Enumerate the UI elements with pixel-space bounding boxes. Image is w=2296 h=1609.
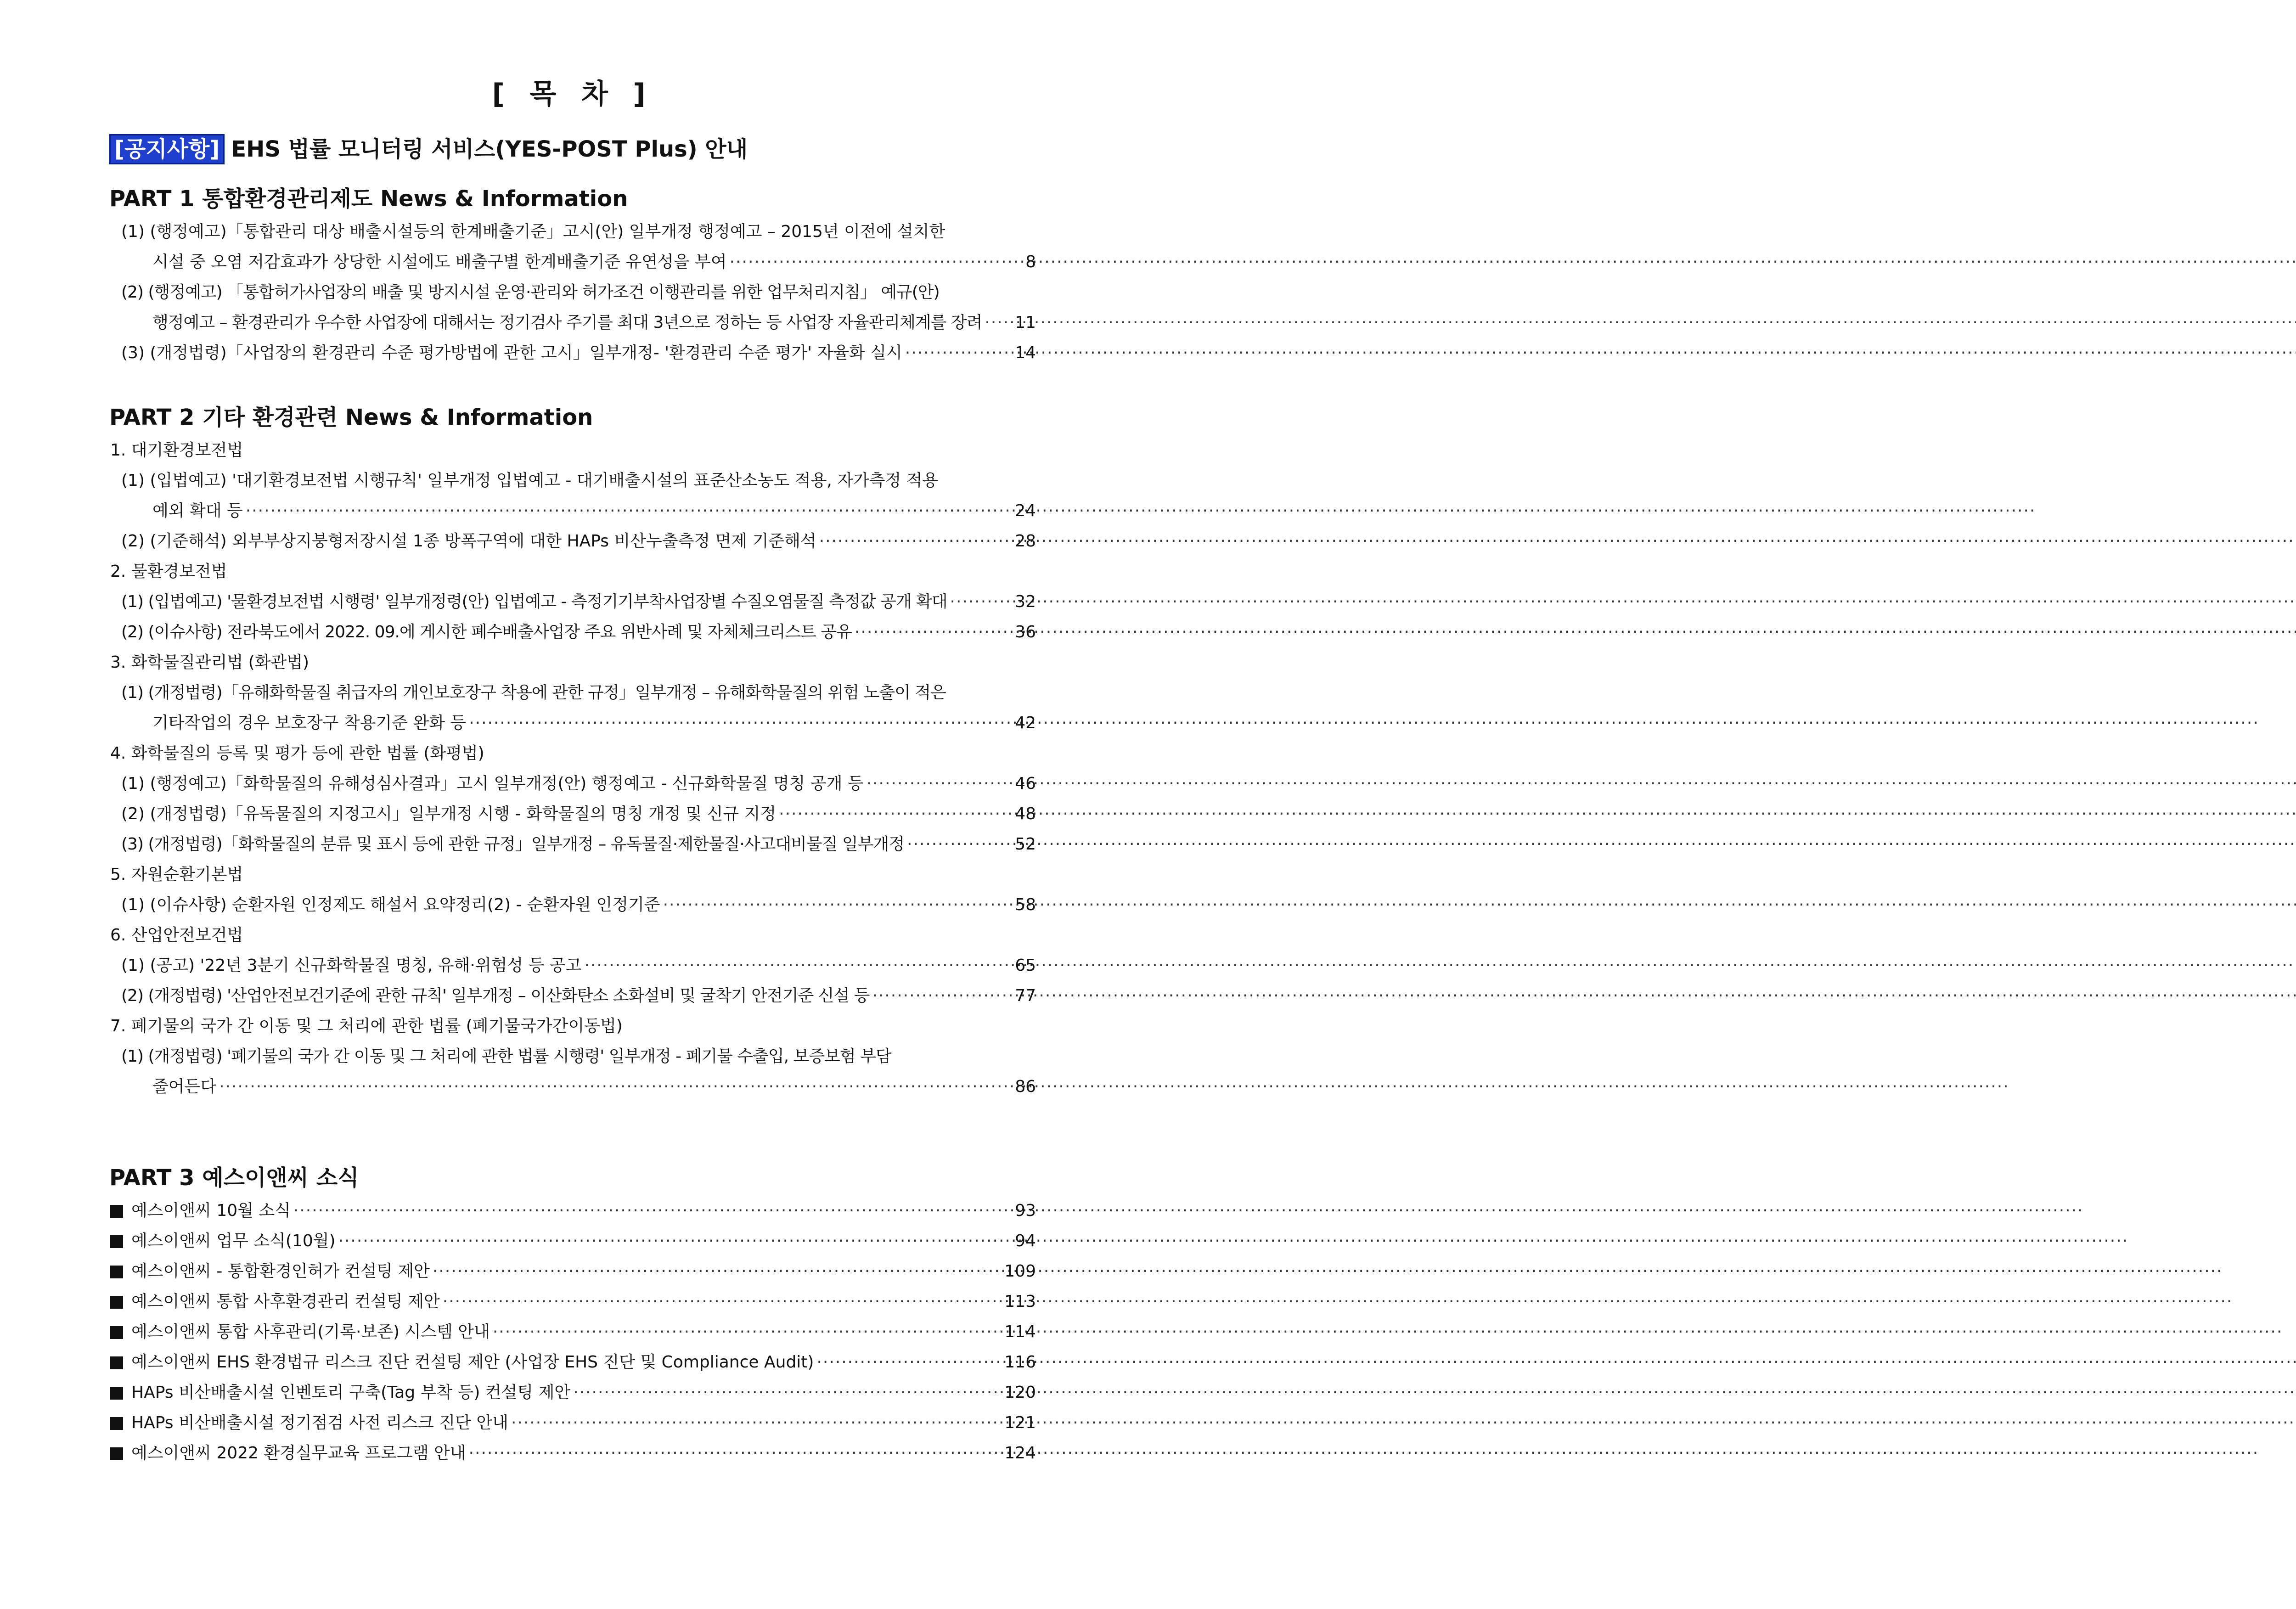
page-number: 94 — [1015, 1232, 1036, 1250]
toc-page — [109, 78, 1036, 1468]
entry-line — [109, 526, 1036, 557]
entry-text: (2) (개정법령)「유독물질의 지정고시」일부개정 시행 - 화학물질의 명칭 개정 및 신규 지정 — [121, 804, 777, 823]
section-title: 1. 대기환경보전법 — [110, 441, 243, 460]
toc-entry[interactable] — [109, 617, 1036, 647]
page-number: 120 — [1004, 1383, 1036, 1402]
toc-entry[interactable] — [109, 1317, 1036, 1347]
leader-dots — [872, 981, 1012, 1011]
page-number: 58 — [1015, 895, 1036, 914]
part2-heading: PART 2 기타 환경관련 News & Information — [109, 405, 593, 430]
page-number: 113 — [1004, 1292, 1036, 1311]
leader-dots — [511, 1408, 1002, 1438]
page-number: 121 — [1004, 1413, 1036, 1432]
entry-line — [109, 951, 1036, 981]
notice-line[interactable] — [109, 133, 1036, 165]
page-number: 124 — [1004, 1444, 1036, 1463]
toc-entry[interactable] — [109, 466, 1036, 526]
square-bullet-icon — [110, 1296, 123, 1309]
entry-line — [109, 277, 1036, 308]
entry-line — [109, 678, 1036, 708]
toc-entry[interactable] — [109, 217, 1036, 277]
entry-text: (2) (행정예고) 「통합허가사업장의 배출 및 방지시설 운영·관리와 허가조건 이행관리를 위한 업무처리지침」 예규(안) — [121, 283, 940, 302]
square-bullet-icon — [110, 1205, 123, 1218]
entry-line — [109, 466, 1036, 496]
entry-text: 시설 중 오염 저감효과가 상당한 시설에도 배출구별 한계배출기준 유연성을 부여 — [152, 253, 727, 271]
leader-dots — [663, 890, 1013, 920]
toc-entry[interactable] — [109, 890, 1036, 920]
toc-entry[interactable] — [109, 1347, 1036, 1378]
entry-text: (3) (개정법령)「사업장의 환경관리 수준 평가방법에 관한 고시」일부개정- '환경관리 수준 평가' 자율화 실시 — [121, 343, 902, 362]
entry-text: (2) (기준해석) 외부부상지붕형저장시설 1종 방폭구역에 대한 HAPs 비산누출측정 면제 기준해석 — [121, 532, 816, 551]
entry-text: 예스이앤씨 통합 사후환경관리 컨설팅 제안 — [131, 1292, 440, 1311]
page-number: 32 — [1015, 592, 1036, 611]
entry-line — [109, 829, 1036, 860]
page-number: 24 — [1015, 501, 1036, 520]
section-title: 4. 화학물질의 등록 및 평가 등에 관한 법률 (화평법) — [110, 744, 484, 763]
entry-line — [109, 981, 1036, 1011]
square-bullet-icon — [110, 1356, 123, 1369]
toc-entry[interactable] — [109, 1256, 1036, 1287]
toc-entry[interactable] — [109, 587, 1036, 617]
leader-dots — [905, 338, 1012, 368]
entry-text: HAPs 비산배출시설 정기점검 사전 리스크 진단 안내 — [131, 1413, 508, 1432]
leader-dots — [293, 1196, 1012, 1226]
page-number: 65 — [1015, 956, 1036, 975]
entry-text: (1) (입법예고) '물환경보전법 시행령' 일부개정령(안) 입법예고 - 측정기기부착사업장별 수질오염물질 측정값 공개 확대 — [121, 592, 947, 611]
toc-entry[interactable] — [109, 1408, 1036, 1438]
leader-dots — [907, 829, 1012, 860]
square-bullet-icon — [110, 1387, 123, 1400]
toc-entry[interactable] — [109, 1438, 1036, 1468]
leader-dots — [443, 1287, 1002, 1317]
entry-line — [109, 308, 1036, 338]
leader-dots — [730, 247, 1023, 277]
entry-text: 예스이앤씨 10월 소식 — [131, 1201, 291, 1220]
page-number: 116 — [1004, 1353, 1036, 1372]
section-title: 5. 자원순환기본법 — [110, 865, 243, 884]
leader-dots — [246, 496, 1012, 526]
square-bullet-icon — [110, 1326, 123, 1339]
toc-entry[interactable] — [109, 1196, 1036, 1226]
toc-entry[interactable] — [109, 1041, 1036, 1102]
entry-line — [109, 1041, 1036, 1072]
page-number: 36 — [1015, 623, 1036, 641]
entry-line — [109, 890, 1036, 920]
toc-entry[interactable] — [109, 1378, 1036, 1408]
entry-line — [109, 247, 1036, 277]
leader-dots — [573, 1378, 1002, 1408]
entry-text: (1) (입법예고) '대기환경보전법 시행규칙' 일부개정 입법예고 - 대기배출시설의 표준산소농도 적용, 자가측정 적용 — [121, 471, 939, 490]
leader-dots — [469, 1438, 1002, 1468]
entry-text: (1) (개정법령) '폐기물의 국가 간 이동 및 그 처리에 관한 법률 시행령' 일부개정 - 폐기물 수출입, 보증보험 부담 — [121, 1047, 891, 1066]
entry-line — [109, 338, 1036, 368]
leader-dots — [779, 799, 1012, 829]
page-number: 86 — [1015, 1077, 1036, 1096]
entry-line — [109, 617, 1036, 647]
section-title: 2. 물환경보전법 — [110, 562, 227, 581]
leader-dots — [433, 1256, 1002, 1287]
notice-tag: [공지사항] — [109, 134, 225, 164]
part3-heading: PART 3 예스이앤씨 소식 — [109, 1165, 359, 1191]
page-number: 114 — [1004, 1322, 1036, 1341]
leader-dots — [816, 1347, 1002, 1378]
leader-dots — [219, 1072, 1012, 1102]
entry-text: 예외 확대 등 — [152, 501, 243, 520]
leader-dots — [855, 617, 1012, 647]
page-number: 8 — [1025, 253, 1036, 271]
leader-dots — [985, 308, 1012, 338]
entry-line — [109, 496, 1036, 526]
page-number: 93 — [1015, 1201, 1036, 1220]
entry-text: (1) (공고) '22년 3분기 신규화학물질 명칭, 유해·위험성 등 공고 — [121, 956, 582, 975]
page-number: 46 — [1015, 774, 1036, 793]
entry-text: (2) (개정법령) '산업안전보건기준에 관한 규칙' 일부개정 – 이산화탄소 소화설비 및 굴착기 안전기준 신설 등 — [121, 986, 870, 1005]
toc-entry[interactable] — [109, 526, 1036, 557]
entry-text: (1) (행정예고)「통합관리 대상 배출시설등의 한계배출기준」고시(안) 일부개정 행정예고 – 2015년 이전에 설치한 — [121, 222, 945, 241]
entry-text: (1) (이슈사항) 순환자원 인정제도 해설서 요약정리(2) - 순환자원 인정기준 — [121, 895, 660, 914]
entry-text: (1) (개정법령)「유해화학물질 취급자의 개인보호장구 착용에 관한 규정」일부개정 – 유해화학물질의 위험 노출이 적은 — [121, 683, 946, 702]
page-number: 52 — [1015, 835, 1036, 854]
entry-text: (2) (이슈사항) 전라북도에서 2022. 09.에 게시한 폐수배출사업장 주요 위반사례 및 자체체크리스트 공유 — [121, 623, 852, 641]
part1-heading: PART 1 통합환경관리제도 News & Information — [109, 186, 628, 212]
entry-text: 예스이앤씨 2022 환경실무교육 프로그램 안내 — [131, 1444, 466, 1463]
section-title: 6. 산업안전보건법 — [110, 926, 243, 945]
entry-line — [109, 587, 1036, 617]
toc-entry[interactable] — [109, 951, 1036, 981]
page-number: 77 — [1015, 986, 1036, 1005]
toc-entry[interactable] — [109, 678, 1036, 738]
section-title: 7. 폐기물의 국가 간 이동 및 그 처리에 관한 법률 (폐기물국가간이동법) — [110, 1017, 623, 1035]
entry-text: (1) (행정예고)「화학물질의 유해성심사결과」고시 일부개정(안) 행정예고 - 신규화학물질 명칭 공개 등 — [121, 774, 864, 793]
toc-entry[interactable] — [109, 1226, 1036, 1256]
entry-text: 예스이앤씨 통합 사후관리(기록·보존) 시스템 안내 — [131, 1322, 490, 1341]
toc-entry[interactable] — [109, 799, 1036, 829]
notice-text: EHS 법률 모니터링 서비스(YES-POST Plus) 안내 — [231, 136, 748, 162]
leader-dots — [338, 1226, 1013, 1256]
entry-line — [109, 1072, 1036, 1102]
page-title: [ 목 차 ] — [492, 78, 653, 110]
leader-dots — [584, 951, 1012, 981]
toc-entry[interactable] — [109, 1287, 1036, 1317]
entry-text: 줄어든다 — [152, 1077, 217, 1096]
entry-line — [109, 217, 1036, 247]
leader-dots — [469, 708, 1012, 738]
entry-text: 예스이앤씨 - 통합환경인허가 컨설팅 제안 — [131, 1262, 430, 1281]
entry-line — [109, 708, 1036, 738]
entry-text: 예스이앤씨 EHS 환경법규 리스크 진단 컨설팅 제안 (사업장 EHS 진단 및 Compliance Audit) — [131, 1353, 814, 1372]
leader-dots — [493, 1317, 1002, 1347]
entry-text: HAPs 비산배출시설 인벤토리 구축(Tag 부착 등) 컨설팅 제안 — [131, 1383, 571, 1402]
leader-dots — [819, 526, 1013, 557]
page-number: 109 — [1004, 1262, 1036, 1281]
square-bullet-icon — [110, 1266, 123, 1278]
entry-text: 행정예고 – 환경관리가 우수한 사업장에 대해서는 정기검사 주기를 최대 3년으로 정하는 등 사업장 자율관리체계를 장려 — [152, 313, 982, 332]
entry-line — [109, 799, 1036, 829]
page-number: 11 — [1015, 313, 1036, 332]
toc-entry[interactable] — [109, 277, 1036, 338]
page-number: 42 — [1015, 714, 1036, 732]
square-bullet-icon — [110, 1447, 123, 1460]
toc-entry[interactable] — [109, 769, 1036, 799]
entry-text: 예스이앤씨 업무 소식(10월) — [131, 1232, 336, 1250]
page-number: 48 — [1015, 804, 1036, 823]
entry-text: 기타작업의 경우 보호장구 착용기준 완화 등 — [152, 714, 467, 732]
toc-entry[interactable] — [109, 829, 1036, 860]
square-bullet-icon — [110, 1417, 123, 1430]
leader-dots — [867, 769, 1013, 799]
leader-dots — [950, 587, 1013, 617]
page-number: 14 — [1015, 343, 1036, 362]
toc-entry[interactable] — [109, 981, 1036, 1011]
page-number: 28 — [1015, 532, 1036, 551]
entry-line — [109, 769, 1036, 799]
square-bullet-icon — [110, 1235, 123, 1248]
toc-entry[interactable] — [109, 338, 1036, 368]
section-title: 3. 화학물질관리법 (화관법) — [110, 653, 310, 672]
entry-text: (3) (개정법령)「화학물질의 분류 및 표시 등에 관한 규정」일부개정 – 유독물질·제한물질·사고대비물질 일부개정 — [121, 835, 904, 854]
